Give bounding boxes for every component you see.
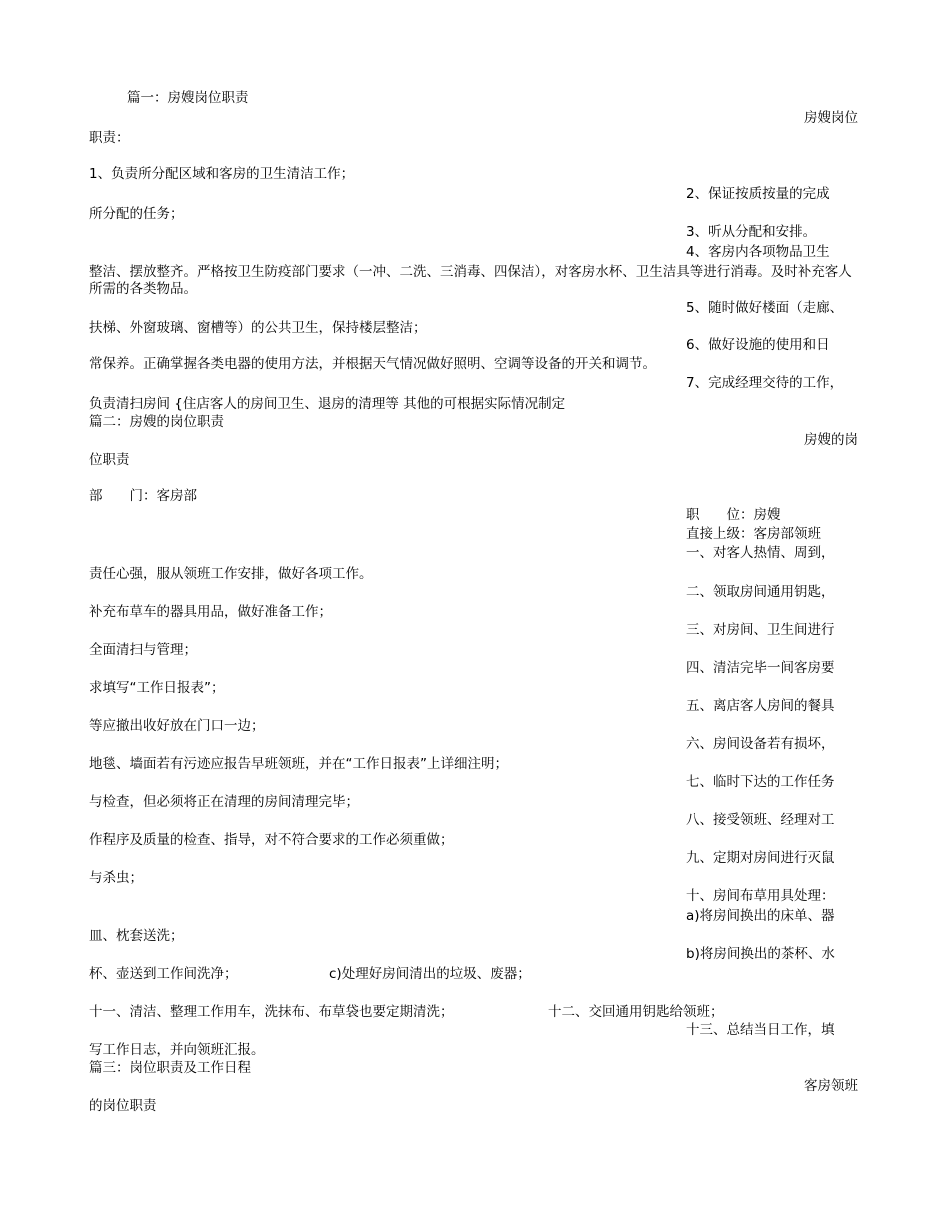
text-line: c)处理好房间清出的垃圾、废器； bbox=[329, 966, 531, 982]
text-line: 十、房间布草用具处理： bbox=[686, 888, 835, 904]
section-heading-1: 篇一：房嫂岗位职责 bbox=[127, 90, 249, 106]
text-line: 六、房间设备若有损坏， bbox=[686, 736, 835, 752]
text-line: 3、听从分配和安排。 bbox=[686, 224, 817, 240]
text-line: 求填写“工作日报表”； bbox=[89, 680, 225, 696]
text-line: 5、随时做好楼面（走廊、 bbox=[686, 300, 844, 316]
text-line: 位职责 bbox=[89, 452, 130, 468]
text-line: 十二、交回通用钥匙给领班； bbox=[548, 1004, 724, 1020]
text-line: b)将房间换出的茶杯、水 bbox=[686, 946, 835, 962]
text-line: 七、临时下达的工作任务 bbox=[686, 774, 835, 790]
text-line: 客房领班 bbox=[804, 1078, 858, 1094]
text-line: 所分配的任务； bbox=[89, 206, 184, 222]
section-heading-3: 篇三：岗位职责及工作日程 bbox=[89, 1060, 251, 1076]
section-heading-2: 篇二：房嫂的岗位职责 bbox=[89, 414, 224, 430]
text-line: 部 门：客房部 bbox=[89, 488, 197, 504]
text-line: 皿、枕套送洗； bbox=[89, 928, 184, 944]
text-line: 的岗位职责 bbox=[89, 1098, 157, 1114]
text-line: 五、离店客人房间的餐具 bbox=[686, 698, 835, 714]
text-line: 6、做好设施的使用和日 bbox=[686, 337, 830, 353]
text-line: 二、领取房间通用钥匙， bbox=[686, 584, 835, 600]
text-line: 负责清扫房间 {住店客人的房间卫生、退房的清理等 其他的可根据实际情况制定 bbox=[89, 396, 566, 412]
text-line: 职责： bbox=[89, 130, 130, 146]
text-line: a)将房间换出的床单、器 bbox=[686, 908, 835, 924]
text-line: 2、保证按质按量的完成 bbox=[686, 186, 830, 202]
text-line: 十一、清洁、整理工作用车，洗抹布、布草袋也要定期清洗； bbox=[89, 1004, 454, 1020]
text-line: 房嫂岗位 bbox=[804, 110, 858, 126]
text-line: 等应撤出收好放在门口一边； bbox=[89, 718, 265, 734]
text-line: 一、对客人热情、周到， bbox=[686, 545, 835, 561]
text-line: 7、完成经理交待的工作， bbox=[686, 375, 844, 391]
text-line: 责任心强，服从领班工作安排，做好各项工作。 bbox=[89, 566, 373, 582]
text-line: 直接上级：客房部领班 bbox=[686, 526, 821, 542]
text-line: 四、清洁完毕一间客房要 bbox=[686, 660, 835, 676]
text-line: 九、定期对房间进行灭鼠 bbox=[686, 850, 835, 866]
text-line: 杯、壶送到工作间洗净； bbox=[89, 966, 238, 982]
text-line: 地毯、墙面若有污迹应报告早班领班，并在“工作日报表”上详细注明； bbox=[89, 756, 508, 772]
text-line: 十三、总结当日工作，填 bbox=[686, 1022, 835, 1038]
text-line: 全面清扫与管理； bbox=[89, 642, 197, 658]
text-line: 作程序及质量的检查、指导，对不符合要求的工作必须重做； bbox=[89, 832, 454, 848]
text-line: 1、负责所分配区域和客房的卫生清洁工作； bbox=[89, 166, 355, 182]
text-line: 常保养。正确掌握各类电器的使用方法，并根据天气情况做好照明、空调等设备的开关和调节。 bbox=[89, 356, 656, 372]
text-line: 三、对房间、卫生间进行 bbox=[686, 622, 835, 638]
text-line: 4、客房内各项物品卫生 bbox=[686, 244, 830, 260]
text-line: 房嫂的岗 bbox=[804, 432, 858, 448]
text-line: 与检查，但必须将正在清理的房间清理完毕； bbox=[89, 794, 359, 810]
text-line: 职 位：房嫂 bbox=[686, 507, 781, 523]
text-paragraph: 整洁、摆放整齐。严格按卫生防疫部门要求（一冲、二洗、三消毒、四保洁），对客房水杯、卫生洁具等进行消毒。及时补充客人所需的各类物品。 bbox=[89, 264, 852, 297]
text-line: 扶梯、外窗玻璃、窗槽等）的公共卫生，保持楼层整洁； bbox=[89, 320, 427, 336]
text-line: 补充布草车的器具用品，做好准备工作； bbox=[89, 604, 332, 620]
text-line: 与杀虫； bbox=[89, 870, 143, 886]
text-line: 写工作日志，并向领班汇报。 bbox=[89, 1042, 265, 1058]
text-line: 八、接受领班、经理对工 bbox=[686, 812, 835, 828]
